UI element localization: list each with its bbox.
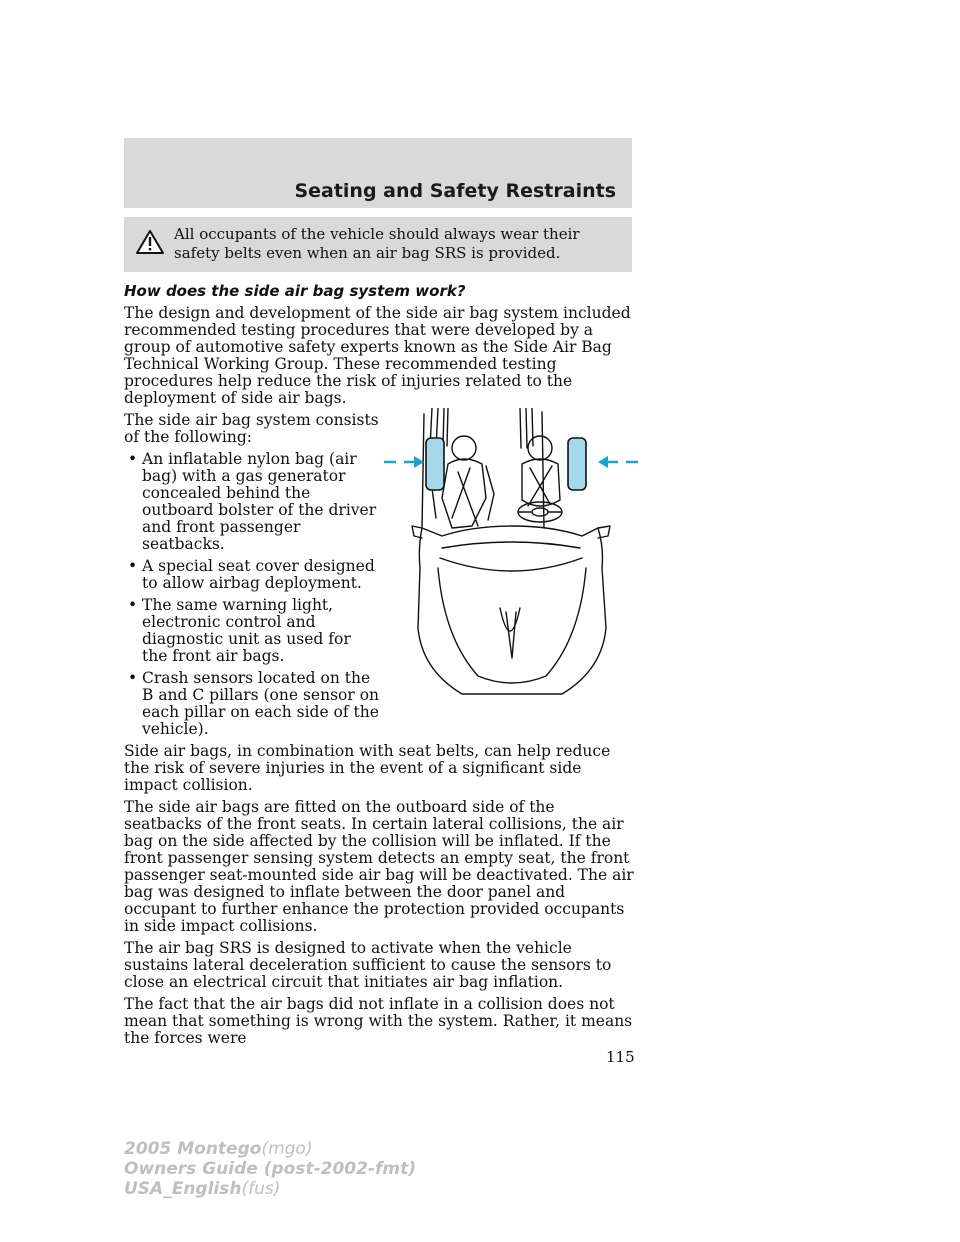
section-title: Seating and Safety Restraints bbox=[294, 180, 616, 202]
footer-language: USA_English bbox=[124, 1179, 242, 1199]
list-item: • A special seat cover designed to allow airbag deployment. bbox=[124, 558, 380, 592]
header-band bbox=[124, 138, 632, 208]
list-intro: The side air bag system consists of the following: bbox=[124, 411, 379, 446]
footer-guide: Owners Guide (post-2002-fmt) bbox=[124, 1159, 417, 1179]
footer-line-guide bbox=[124, 1159, 416, 1179]
footer-model-code: (mgo) bbox=[261, 1139, 313, 1159]
list-item: • The same warning light, electronic control and diagnostic unit as used for the front air bags. bbox=[124, 597, 380, 665]
list-with-figure bbox=[124, 412, 636, 738]
paragraph: The air bag SRS is designed to activate when the vehicle sustains lateral deceleration sufficient to cause the sensors to close an electrical circuit that initiates air bag inflation. bbox=[124, 939, 612, 991]
list-item: • An inflatable nylon bag (air bag) with a gas generator concealed behind the outboard bolster of the driver and front passenger seatbacks. bbox=[124, 451, 380, 553]
document-footer bbox=[124, 1139, 416, 1199]
component-list bbox=[124, 412, 380, 738]
paragraph: The fact that the air bags did not inflate in a collision does not mean that something is wrong with the system. Rather, it means the forces were bbox=[124, 995, 633, 1047]
warning-text: All occupants of the vehicle should always wear their safety belts even when an air bag SRS is provided. bbox=[174, 225, 580, 262]
intro-paragraph: The design and development of the side air bag system included recommended testing procedures that were developed by a group of automotive safety experts known as the Side Air Bag Technical Working Group. These recommended testing procedures help reduce the risk of injuries related to the deployment of side air bags. bbox=[124, 304, 631, 407]
warning-triangle-icon bbox=[135, 229, 165, 255]
list-item: • Crash sensors located on the B and C pillars (one sensor on each pillar on each side of the vehicle). bbox=[124, 670, 380, 738]
paragraph: The side air bags are fitted on the outboard side of the seatbacks of the front seats. In certain lateral collisions, the air bag on the side affected by the collision will be inflated. If the front passenger sensing system detects an empty seat, the front passenger seat-mounted side air bag will be deactivated. The air bag was designed to inflate between the door panel and occupant to further enhance the protection provided occupants in side impact collisions. bbox=[124, 798, 634, 935]
subheading: How does the side air bag system work? bbox=[124, 282, 466, 300]
warning-box bbox=[124, 217, 632, 272]
footer-language-code: (fus) bbox=[241, 1179, 281, 1199]
page-content bbox=[124, 283, 636, 1052]
footer-line-model bbox=[124, 1139, 416, 1159]
page-number: 115 bbox=[606, 1048, 635, 1066]
paragraph: Side air bags, in combination with seat belts, can help reduce the risk of severe injuries in the event of a significant side impact collision. bbox=[124, 742, 611, 794]
car-top-view-side-airbag-illustration bbox=[382, 408, 640, 702]
footer-line-language bbox=[124, 1179, 416, 1199]
bullet-list bbox=[124, 451, 380, 738]
footer-model: 2005 Montego bbox=[124, 1139, 262, 1159]
